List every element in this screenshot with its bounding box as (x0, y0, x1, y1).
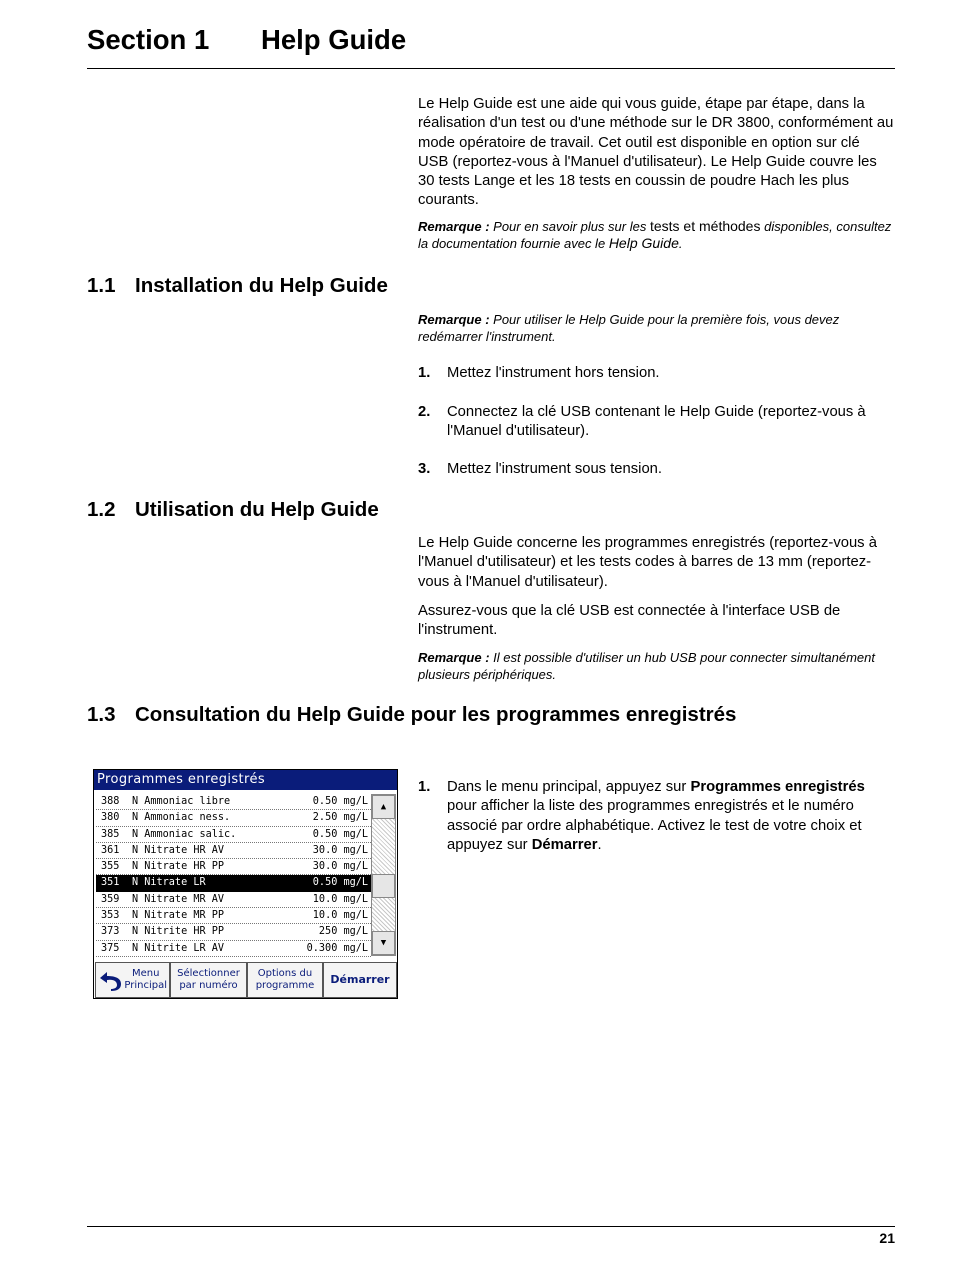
step-number: 1. (418, 779, 431, 795)
usage-paragraph-2: Assurez-vous que la clé USB est connectée à l'interface USB de l'instrument. (418, 602, 841, 639)
note-label: Remarque : (418, 312, 490, 327)
intro-block (418, 95, 894, 252)
program-row[interactable] (96, 843, 371, 859)
program-row[interactable] (96, 827, 371, 843)
scroll-down-button[interactable] (372, 931, 395, 955)
program-name: N Nitrate MR PP (132, 910, 225, 922)
program-name: N Ammoniac ness. (132, 812, 231, 824)
button-label-line: par numéro (179, 980, 238, 991)
usage-note (418, 649, 894, 683)
program-value: 0.50 mg/L (312, 828, 368, 840)
step-text-e: . (597, 836, 602, 853)
program-name: N Nitrite HR PP (132, 926, 225, 938)
program-code: 351 (101, 877, 120, 889)
usage-paragraph-1: Le Help Guide concerne les programmes enregistrés (reportez-vous à l'Manuel d'utilisateur) et les tests codes à barres de 13 mm (reportez-vous à l'Manuel d'utilisateur). (418, 535, 877, 590)
program-value: 250 mg/L (318, 926, 368, 938)
list-scrollbar[interactable] (371, 794, 396, 956)
step-text-c: pour afficher la liste des programmes enregistrés et le numéro associé par ordre alphabétique. Activez le test de votre choix et appuyez sur (447, 798, 862, 853)
note-text: Pour utiliser le Help Guide pour la première fois, vous devez redémarrer l'instrument. (418, 312, 840, 344)
install-step-3 (418, 460, 894, 479)
instrument-screen (93, 769, 398, 999)
program-row-selected[interactable] (96, 875, 371, 891)
step-text-d: Démarrer (531, 836, 598, 853)
back-arrow-icon (98, 968, 124, 992)
note-text-d: Help Guide (608, 234, 679, 251)
program-name: N Nitrite LR AV (132, 942, 225, 954)
note-text-e: . (678, 235, 683, 251)
program-name: N Ammoniac libre (132, 796, 231, 807)
consult-step-1 (418, 778, 894, 855)
program-name: N Nitrate HR PP (132, 861, 225, 873)
program-name: N Ammoniac salic. (132, 828, 237, 840)
heading-1-1 (87, 274, 388, 298)
program-row[interactable] (96, 859, 371, 875)
program-value: 2.50 mg/L (312, 812, 368, 824)
program-value: 0.50 mg/L (312, 877, 368, 889)
step-text-b: Programmes enregistrés (690, 779, 865, 795)
program-name: N Nitrate MR AV (132, 893, 225, 905)
note-text-c: disponibles, consultez la documentation fournie avec le (418, 218, 892, 251)
intro-paragraph: Le Help Guide est une aide qui vous guide, étape par étape, dans la réalisation d'un test ou d'une méthode sur le DR 3800, conformément au mode opératoire de travail. Cet outil est disponible en option sur clé USB (reportez-vous à l'Manuel d'utilisateur). Le Help Guide couvre les 30 tests Lange et les 18 tests en coussin de poudre Hach les plus courants. (418, 96, 894, 209)
step-number: 3. (418, 461, 431, 477)
program-value: 0.50 mg/L (312, 796, 368, 807)
heading-1-2 (87, 498, 379, 522)
program-name: N Nitrate LR (132, 877, 206, 889)
section-label: Section 1 (87, 24, 210, 55)
program-value: 0.300 mg/L (306, 942, 368, 954)
step-number: 2. (418, 404, 431, 420)
scroll-thumb[interactable] (372, 874, 395, 898)
step-text: Mettez l'instrument sous tension. (447, 461, 663, 477)
program-code: 353 (101, 910, 120, 922)
program-value: 30.0 mg/L (312, 844, 368, 856)
section-heading (87, 24, 406, 56)
program-value: 10.0 mg/L (312, 893, 368, 905)
step-text: Connectez la clé USB contenant le Help Guide (reportez-vous à l'Manuel d'utilisateur). (447, 404, 866, 440)
note-label: Remarque : (418, 650, 490, 666)
program-code: 359 (101, 893, 120, 905)
program-value: 30.0 mg/L (312, 861, 368, 873)
triangle-down-icon: ▼ (380, 938, 387, 948)
heading-title: Utilisation du Help Guide (135, 498, 379, 521)
program-name: N Nitrate HR AV (132, 844, 225, 856)
screen-title: Programmes enregistrés (94, 770, 397, 790)
screen-button-bar (95, 962, 397, 998)
select-by-number-button[interactable] (170, 962, 247, 998)
step-number: 1. (418, 365, 431, 381)
program-code: 388 (101, 796, 120, 807)
footer-rule (87, 1226, 895, 1227)
program-options-button[interactable] (247, 962, 323, 998)
heading-title: Consultation du Help Guide pour les programmes enregistrés (135, 703, 737, 726)
program-code: 361 (101, 844, 120, 856)
program-code: 385 (101, 828, 120, 840)
heading-number: 1.3 (87, 703, 116, 726)
header-rule (87, 68, 895, 69)
usage-block (418, 534, 894, 683)
program-value: 10.0 mg/L (312, 910, 368, 922)
heading-number: 1.1 (87, 274, 116, 297)
button-label-line: Principal (124, 980, 167, 991)
triangle-up-icon: ▲ (380, 802, 387, 812)
program-code: 355 (101, 861, 120, 873)
button-label-line: programme (255, 980, 315, 991)
button-label-line: Sélectionner (177, 968, 240, 979)
program-list (96, 794, 371, 957)
heading-number: 1.2 (87, 498, 116, 521)
button-label: Démarrer (330, 973, 390, 986)
program-row[interactable] (96, 892, 371, 908)
program-code: 380 (101, 812, 120, 824)
button-label-line: Menu (131, 968, 160, 979)
install-step-1 (418, 364, 894, 383)
note-text: Il est possible d'utiliser un hub USB pour connecter simultanément plusieurs périphériques. (418, 650, 876, 683)
page-number: 21 (879, 1230, 895, 1246)
intro-note (418, 218, 894, 252)
scroll-up-button[interactable] (372, 795, 395, 819)
program-row[interactable] (96, 794, 371, 810)
program-code: 375 (101, 942, 120, 954)
step-text: Mettez l'instrument hors tension. (447, 365, 660, 381)
main-menu-button[interactable] (95, 962, 170, 998)
step-text (447, 778, 894, 855)
program-row[interactable] (96, 810, 371, 826)
note-label: Remarque : (418, 218, 490, 234)
note-text-b: tests et méthodes (649, 217, 761, 234)
program-row[interactable] (96, 924, 371, 940)
heading-title: Installation du Help Guide (135, 274, 388, 297)
heading-1-3 (87, 703, 736, 727)
install-step-2 (418, 403, 894, 442)
program-row[interactable] (96, 941, 371, 957)
note-text-a: Pour en savoir plus sur les (493, 218, 647, 234)
start-button[interactable] (323, 962, 397, 998)
step-text-a: Dans le menu principal, appuyez sur (447, 779, 691, 795)
install-note (418, 311, 894, 345)
section-title: Help Guide (261, 24, 407, 55)
program-code: 373 (101, 926, 120, 938)
program-row[interactable] (96, 908, 371, 924)
button-label-line: Options du (257, 968, 313, 979)
